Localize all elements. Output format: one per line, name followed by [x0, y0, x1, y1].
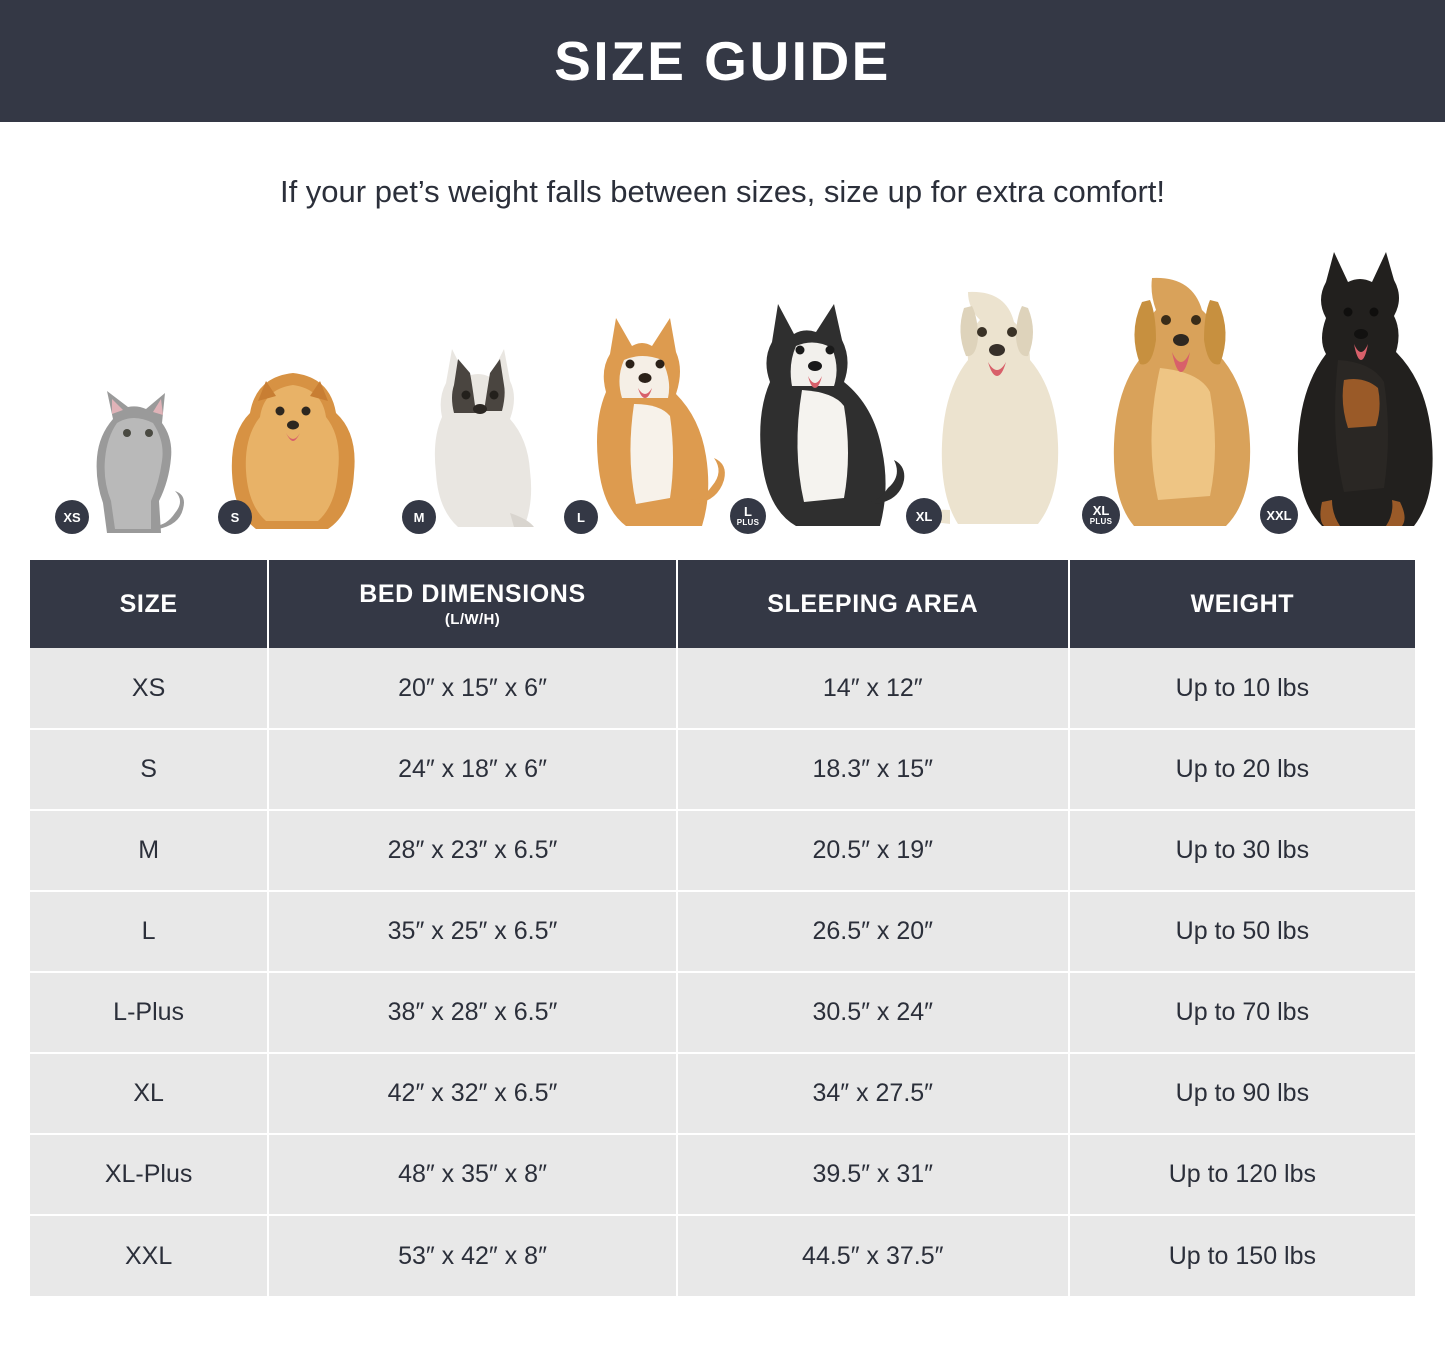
page-title: SIZE GUIDE: [554, 30, 891, 92]
table-header: [30, 560, 1415, 648]
size-badge-label: L: [577, 509, 585, 525]
pet-xs: [55, 383, 190, 538]
pet-xxl: [1260, 248, 1445, 538]
size-badge-label: L: [744, 504, 752, 519]
pet-s: [218, 363, 368, 538]
size-badge-s: [218, 500, 252, 534]
size-badge-label: S: [230, 509, 240, 525]
column-header-size: [30, 560, 268, 648]
cell-sleeping-area: 20.5″ x 19″: [677, 810, 1069, 891]
cell-size: L: [30, 891, 268, 972]
column-header-sleeping-area: [677, 560, 1069, 648]
table-row: [30, 1134, 1415, 1215]
subtitle-text: If your pet’s weight falls between sizes, size up for extra comfort!: [279, 174, 1166, 209]
cell-weight: Up to 30 lbs: [1069, 810, 1415, 891]
cell-weight: Up to 150 lbs: [1069, 1215, 1415, 1296]
size-badge-xl-plus: [1082, 496, 1120, 534]
pet-l-plus: [730, 290, 910, 538]
size-badge-xl: [906, 498, 942, 534]
cell-size: S: [30, 729, 268, 810]
size-badge-label: XXL: [1266, 507, 1292, 523]
table-row: [30, 810, 1415, 891]
size-badge-sublabel: PLUS: [1089, 517, 1113, 526]
table-body: [30, 648, 1415, 1296]
size-table: [30, 560, 1415, 1296]
cell-weight: Up to 20 lbs: [1069, 729, 1415, 810]
table-row: [30, 891, 1415, 972]
cell-sleeping-area: 44.5″ x 37.5″: [677, 1215, 1069, 1296]
doberman-icon: [1260, 248, 1445, 538]
pet-m: [402, 343, 562, 538]
size-badge-label: XS: [63, 509, 81, 525]
column-header-bed-dimensions-sublabel: (L/W/H): [444, 611, 501, 628]
size-badge-xs: [55, 500, 89, 534]
cell-size: L-Plus: [30, 972, 268, 1053]
cell-bed-dimensions: 28″ x 23″ x 6.5″: [268, 810, 677, 891]
size-table-container: [30, 560, 1415, 1296]
cell-sleeping-area: 18.3″ x 15″: [677, 729, 1069, 810]
cell-weight: Up to 10 lbs: [1069, 648, 1415, 729]
size-badge-sublabel: PLUS: [736, 518, 760, 527]
golden-retriever-icon: [1082, 268, 1282, 538]
cell-bed-dimensions: 53″ x 42″ x 8″: [268, 1215, 677, 1296]
column-header-weight-label: WEIGHT: [1190, 589, 1295, 618]
cell-bed-dimensions: 42″ x 32″ x 6.5″: [268, 1053, 677, 1134]
size-badge-label: XL: [1092, 503, 1110, 518]
pet-xl: [906, 280, 1096, 538]
cell-weight: Up to 70 lbs: [1069, 972, 1415, 1053]
column-header-bed-dimensions-label: BED DIMENSIONS: [359, 580, 586, 608]
column-header-weight: [1069, 560, 1415, 648]
size-badge-label: M: [413, 509, 425, 525]
pet-xl-plus: [1082, 268, 1282, 538]
column-header-bed-dimensions: [268, 560, 677, 648]
cell-size: XL-Plus: [30, 1134, 268, 1215]
table-row: [30, 729, 1415, 810]
labrador-icon: [906, 280, 1096, 538]
table-row: [30, 1053, 1415, 1134]
size-badge-l-plus: [730, 498, 766, 534]
cell-sleeping-area: 30.5″ x 24″: [677, 972, 1069, 1053]
table-row: [30, 1215, 1415, 1296]
size-badge-l: [564, 500, 598, 534]
size-badge-xxl: [1260, 496, 1298, 534]
header-banner: [0, 0, 1445, 122]
cell-bed-dimensions: 38″ x 28″ x 6.5″: [268, 972, 677, 1053]
pet-l: [564, 308, 734, 538]
subtitle-container: [0, 174, 1445, 210]
cell-size: XS: [30, 648, 268, 729]
cell-sleeping-area: 14″ x 12″: [677, 648, 1069, 729]
cell-size: XL: [30, 1053, 268, 1134]
cell-bed-dimensions: 20″ x 15″ x 6″: [268, 648, 677, 729]
size-badge-label: XL: [915, 508, 933, 524]
cell-bed-dimensions: 24″ x 18″ x 6″: [268, 729, 677, 810]
table-row: [30, 648, 1415, 729]
cell-weight: Up to 120 lbs: [1069, 1134, 1415, 1215]
cell-sleeping-area: 39.5″ x 31″: [677, 1134, 1069, 1215]
column-header-sleeping-area-label: SLEEPING AREA: [767, 589, 979, 618]
cell-sleeping-area: 26.5″ x 20″: [677, 891, 1069, 972]
table-row: [30, 972, 1415, 1053]
pet-size-lineup: [30, 248, 1415, 538]
cell-size: XXL: [30, 1215, 268, 1296]
column-header-size-label: SIZE: [119, 589, 178, 618]
size-badge-m: [402, 500, 436, 534]
cell-weight: Up to 50 lbs: [1069, 891, 1415, 972]
cell-weight: Up to 90 lbs: [1069, 1053, 1415, 1134]
table-header-row: [30, 560, 1415, 648]
cell-size: M: [30, 810, 268, 891]
cell-bed-dimensions: 35″ x 25″ x 6.5″: [268, 891, 677, 972]
cell-bed-dimensions: 48″ x 35″ x 8″: [268, 1134, 677, 1215]
cell-sleeping-area: 34″ x 27.5″: [677, 1053, 1069, 1134]
